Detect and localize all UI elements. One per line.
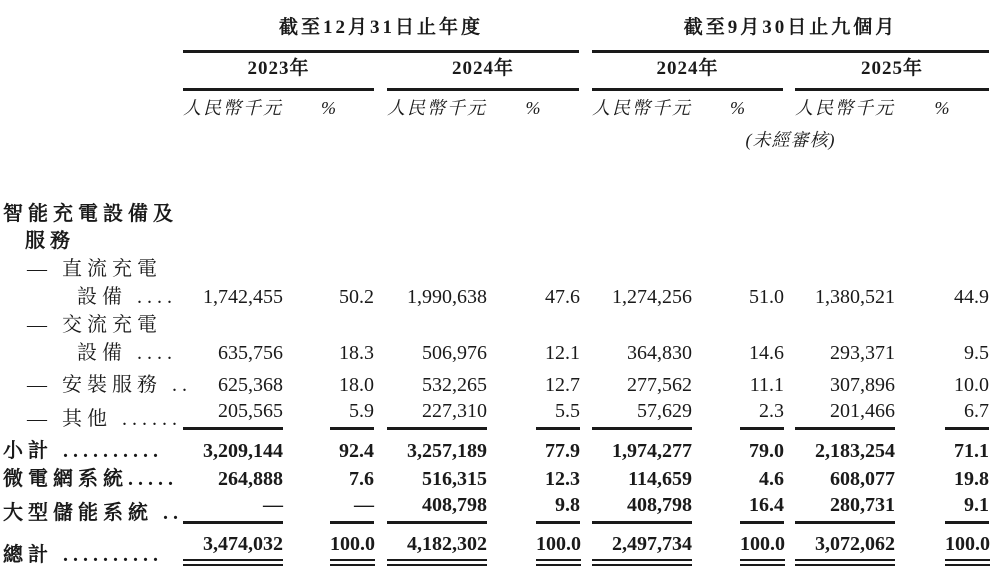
value: 9.5 bbox=[964, 341, 990, 364]
gap-cell bbox=[579, 364, 592, 396]
spacer-cell bbox=[692, 524, 740, 566]
value-cell bbox=[740, 336, 783, 364]
value-cell bbox=[592, 524, 692, 566]
value-cell bbox=[387, 490, 487, 524]
unit-header: 人民幣千元 bbox=[183, 97, 283, 118]
row-label-dc-line1: — 直流充電 bbox=[27, 257, 162, 280]
gap-cell bbox=[579, 396, 592, 430]
value-cell bbox=[183, 430, 283, 462]
value-cell bbox=[387, 336, 487, 364]
value: 9.1 bbox=[945, 494, 989, 524]
value-cell bbox=[945, 430, 989, 462]
value-cell bbox=[945, 524, 989, 566]
row-label-microgrid: 微電網系統..... bbox=[3, 467, 178, 490]
spacer-cell bbox=[692, 364, 740, 396]
spacer-cell bbox=[487, 490, 536, 524]
value-cell bbox=[183, 490, 283, 524]
gap-cell bbox=[783, 364, 795, 396]
unit-header: 人民幣千元 bbox=[795, 97, 896, 118]
year-header-2023: 2023年 bbox=[183, 51, 374, 89]
value: 1,380,521 bbox=[815, 285, 896, 308]
table-row bbox=[0, 197, 989, 225]
unit-header: 人民幣千元 bbox=[387, 97, 487, 118]
year-header-2025: 2025年 bbox=[795, 51, 989, 89]
gap-cell bbox=[374, 430, 387, 462]
value: 635,756 bbox=[218, 341, 283, 364]
spacer-cell bbox=[895, 430, 945, 462]
empty-cell bbox=[0, 89, 183, 119]
table-row bbox=[0, 490, 989, 524]
value-cell bbox=[592, 336, 692, 364]
section-heading-line1: 智能充電設備及 bbox=[3, 202, 178, 225]
table-row bbox=[0, 396, 989, 430]
row-label-total: 總計 .......... bbox=[3, 543, 163, 566]
value: 10.0 bbox=[954, 373, 990, 396]
value: 79.0 bbox=[749, 439, 785, 462]
value: 50.2 bbox=[339, 285, 374, 308]
empty-cell bbox=[0, 119, 183, 152]
gap-cell bbox=[374, 396, 387, 430]
value: 1,742,455 bbox=[203, 285, 283, 308]
value: 3,474,032 bbox=[183, 533, 283, 566]
value: 7.6 bbox=[349, 467, 374, 490]
value-cell bbox=[536, 280, 579, 308]
spacer-cell bbox=[895, 490, 945, 524]
gap-cell bbox=[374, 51, 387, 89]
spacer-cell bbox=[283, 364, 330, 396]
value: 12.1 bbox=[545, 341, 580, 364]
value: 100.0 bbox=[536, 533, 581, 566]
value: 364,830 bbox=[627, 341, 693, 364]
gap-cell bbox=[579, 462, 592, 490]
gap-cell bbox=[783, 430, 795, 462]
table-row bbox=[0, 430, 989, 462]
gap-cell bbox=[579, 336, 592, 364]
gap-cell bbox=[783, 462, 795, 490]
value-cell bbox=[536, 490, 579, 524]
value-cell bbox=[592, 396, 692, 430]
value-cell bbox=[183, 396, 283, 430]
value-cell bbox=[330, 430, 374, 462]
value: 77.9 bbox=[545, 439, 580, 462]
value-cell bbox=[387, 462, 487, 490]
value: 47.6 bbox=[545, 285, 580, 308]
value: 71.1 bbox=[954, 439, 990, 462]
gap-cell bbox=[579, 280, 592, 308]
gap-cell bbox=[783, 396, 795, 430]
gap-cell bbox=[579, 51, 592, 89]
spacer-cell bbox=[283, 280, 330, 308]
row-label-subtotal: 小計 .......... bbox=[3, 439, 163, 462]
table-row bbox=[0, 152, 989, 197]
value-cell bbox=[183, 524, 283, 566]
gap-cell bbox=[579, 430, 592, 462]
gap-cell bbox=[374, 280, 387, 308]
spacer-cell bbox=[487, 364, 536, 396]
gap-cell bbox=[783, 89, 795, 119]
spacer-cell bbox=[487, 396, 536, 430]
spacer-cell bbox=[692, 490, 740, 524]
value-cell bbox=[795, 462, 895, 490]
value-cell bbox=[945, 462, 989, 490]
value-cell bbox=[330, 396, 374, 430]
spacer-cell bbox=[487, 524, 536, 566]
value-cell bbox=[740, 280, 783, 308]
value: 5.9 bbox=[330, 400, 374, 430]
table-row bbox=[0, 119, 989, 152]
value: 44.9 bbox=[954, 285, 990, 308]
gap-cell bbox=[783, 280, 795, 308]
gap-cell bbox=[374, 336, 387, 364]
row-label-others: — 其他 ...... bbox=[27, 407, 182, 430]
value-cell bbox=[795, 524, 895, 566]
table-row bbox=[0, 524, 989, 566]
value-cell bbox=[592, 430, 692, 462]
empty-cell bbox=[0, 51, 183, 89]
value: 201,466 bbox=[795, 400, 895, 430]
spacer-cell bbox=[692, 336, 740, 364]
value-cell bbox=[795, 430, 895, 462]
value-cell bbox=[945, 280, 989, 308]
value-cell bbox=[536, 524, 579, 566]
percent-header: % bbox=[525, 97, 541, 118]
spacer-cell bbox=[487, 462, 536, 490]
value-cell bbox=[740, 490, 783, 524]
value: 1,974,277 bbox=[612, 439, 693, 462]
value: 5.5 bbox=[536, 400, 580, 430]
value: 277,562 bbox=[627, 373, 693, 396]
value-cell bbox=[945, 336, 989, 364]
spacer-cell bbox=[487, 336, 536, 364]
value-cell bbox=[387, 396, 487, 430]
row-label-ac-line1: — 交流充電 bbox=[27, 313, 162, 336]
unit-header: 人民幣千元 bbox=[592, 97, 693, 118]
value: 4,182,302 bbox=[387, 533, 487, 566]
percent-header: % bbox=[730, 97, 746, 118]
value: 227,310 bbox=[387, 400, 487, 430]
spacer-cell bbox=[487, 430, 536, 462]
value: 57,629 bbox=[592, 400, 692, 430]
value-cell bbox=[795, 396, 895, 430]
gap-cell bbox=[374, 490, 387, 524]
period-title-nine-months: 截至9月30日止九個月 bbox=[592, 0, 989, 51]
value-cell bbox=[536, 336, 579, 364]
spacer-cell bbox=[283, 490, 330, 524]
value-cell bbox=[795, 280, 895, 308]
table-row bbox=[0, 252, 989, 280]
year-header-2024nm: 2024年 bbox=[592, 51, 783, 89]
spacer-cell bbox=[692, 430, 740, 462]
value: 408,798 bbox=[387, 494, 487, 524]
value-cell bbox=[945, 490, 989, 524]
value: — bbox=[330, 494, 374, 524]
value: 625,368 bbox=[218, 373, 283, 396]
value: 3,257,189 bbox=[407, 439, 487, 462]
table-row bbox=[0, 280, 989, 308]
value-cell bbox=[387, 430, 487, 462]
value: 100.0 bbox=[740, 533, 785, 566]
value: 4.6 bbox=[759, 467, 785, 490]
gap-cell bbox=[579, 119, 592, 152]
table-row bbox=[0, 51, 989, 89]
table-row bbox=[0, 462, 989, 490]
spacer-cell bbox=[692, 462, 740, 490]
value: 114,659 bbox=[628, 467, 693, 490]
value: 18.0 bbox=[339, 373, 374, 396]
value: 100.0 bbox=[945, 533, 990, 566]
table-row bbox=[0, 364, 989, 396]
row-label-storage: 大型儲能系統 .. bbox=[3, 501, 183, 524]
value: 2,183,254 bbox=[815, 439, 896, 462]
value-cell bbox=[330, 364, 374, 396]
spacer-cell bbox=[895, 336, 945, 364]
value: 14.6 bbox=[749, 341, 785, 364]
spacer-cell bbox=[895, 524, 945, 566]
value-cell bbox=[536, 364, 579, 396]
spacer-cell bbox=[283, 462, 330, 490]
value-cell bbox=[795, 336, 895, 364]
value: 1,990,638 bbox=[407, 285, 487, 308]
empty-cell bbox=[183, 119, 579, 152]
value: 9.8 bbox=[536, 494, 580, 524]
value: 6.7 bbox=[945, 400, 989, 430]
value: 100.0 bbox=[330, 533, 375, 566]
value: 532,265 bbox=[422, 373, 487, 396]
section-heading-line2: 服務 bbox=[25, 229, 75, 252]
value-cell bbox=[183, 364, 283, 396]
value-cell bbox=[387, 524, 487, 566]
spacer-cell bbox=[895, 280, 945, 308]
value-cell bbox=[330, 336, 374, 364]
value-cell bbox=[795, 490, 895, 524]
unaudited-note: (未經審核) bbox=[745, 129, 836, 150]
value: 92.4 bbox=[339, 439, 374, 462]
value-cell bbox=[536, 396, 579, 430]
value-cell bbox=[592, 462, 692, 490]
value: 506,976 bbox=[422, 341, 487, 364]
value-cell bbox=[536, 430, 579, 462]
value-cell bbox=[945, 364, 989, 396]
gap-cell bbox=[783, 51, 795, 89]
spacer-cell bbox=[895, 396, 945, 430]
value: 1,274,256 bbox=[612, 285, 693, 308]
spacer-cell bbox=[895, 462, 945, 490]
value: 608,077 bbox=[830, 467, 896, 490]
value-cell bbox=[740, 524, 786, 566]
value: 51.0 bbox=[749, 285, 785, 308]
gap-cell bbox=[374, 364, 387, 396]
spacer-cell bbox=[283, 430, 330, 462]
value-cell bbox=[183, 336, 283, 364]
table-row bbox=[0, 89, 989, 119]
value: 19.8 bbox=[954, 467, 990, 490]
value-cell bbox=[592, 280, 692, 308]
row-label-install: — 安裝服務 .. bbox=[27, 373, 192, 396]
gap-cell bbox=[579, 89, 592, 119]
value: 12.7 bbox=[545, 373, 580, 396]
empty-cell bbox=[0, 0, 183, 51]
value: 16.4 bbox=[740, 494, 784, 524]
gap-cell bbox=[579, 0, 592, 51]
value-cell bbox=[592, 490, 692, 524]
table-row bbox=[0, 0, 989, 51]
value-cell bbox=[945, 396, 989, 430]
row-label-dc-line2: 設備 .... bbox=[77, 285, 177, 308]
spacer-cell bbox=[0, 152, 989, 197]
gap-cell bbox=[374, 524, 387, 566]
value-cell bbox=[795, 364, 895, 396]
spacer-cell bbox=[283, 524, 330, 566]
value-cell bbox=[740, 396, 783, 430]
value: 516,315 bbox=[422, 467, 487, 490]
spacer-cell bbox=[692, 280, 740, 308]
spacer-cell bbox=[895, 364, 945, 396]
value: 205,565 bbox=[183, 400, 283, 430]
value: 2.3 bbox=[740, 400, 784, 430]
value-cell bbox=[740, 430, 783, 462]
value-cell bbox=[330, 280, 374, 308]
value: 2,497,734 bbox=[592, 533, 692, 566]
value-cell bbox=[330, 462, 374, 490]
percent-header: % bbox=[934, 97, 950, 118]
value-cell bbox=[740, 462, 783, 490]
value: 12.3 bbox=[545, 467, 580, 490]
value-cell bbox=[183, 280, 283, 308]
value: 264,888 bbox=[218, 467, 283, 490]
gap-cell bbox=[783, 490, 795, 524]
value-cell bbox=[536, 462, 579, 490]
spacer-cell bbox=[692, 396, 740, 430]
row-label-ac-line2: 設備 .... bbox=[77, 341, 177, 364]
value-cell bbox=[740, 364, 783, 396]
value: 3,209,144 bbox=[203, 439, 283, 462]
value-cell bbox=[183, 462, 283, 490]
period-title-full-year: 截至12月31日止年度 bbox=[183, 0, 579, 51]
gap-cell bbox=[374, 89, 387, 119]
value: 280,731 bbox=[795, 494, 895, 524]
value: 11.1 bbox=[749, 373, 785, 396]
table-row bbox=[0, 225, 989, 252]
spacer-cell bbox=[487, 280, 536, 308]
table-row bbox=[0, 308, 989, 336]
table-row bbox=[0, 336, 989, 364]
value: 18.3 bbox=[339, 341, 374, 364]
gap-cell bbox=[579, 490, 592, 524]
spacer-cell bbox=[283, 336, 330, 364]
spacer-cell bbox=[283, 396, 330, 430]
percent-header: % bbox=[321, 97, 336, 118]
value: 3,072,062 bbox=[795, 533, 895, 566]
value: 293,371 bbox=[830, 341, 896, 364]
gap-cell bbox=[374, 462, 387, 490]
value: 408,798 bbox=[592, 494, 692, 524]
value: 307,896 bbox=[830, 373, 896, 396]
value-cell bbox=[387, 364, 487, 396]
value-cell bbox=[330, 524, 374, 566]
value-cell bbox=[387, 280, 487, 308]
gap-cell bbox=[783, 336, 795, 364]
value-cell bbox=[330, 490, 374, 524]
value-cell bbox=[592, 364, 692, 396]
year-header-2024fy: 2024年 bbox=[387, 51, 579, 89]
value: — bbox=[183, 494, 283, 524]
